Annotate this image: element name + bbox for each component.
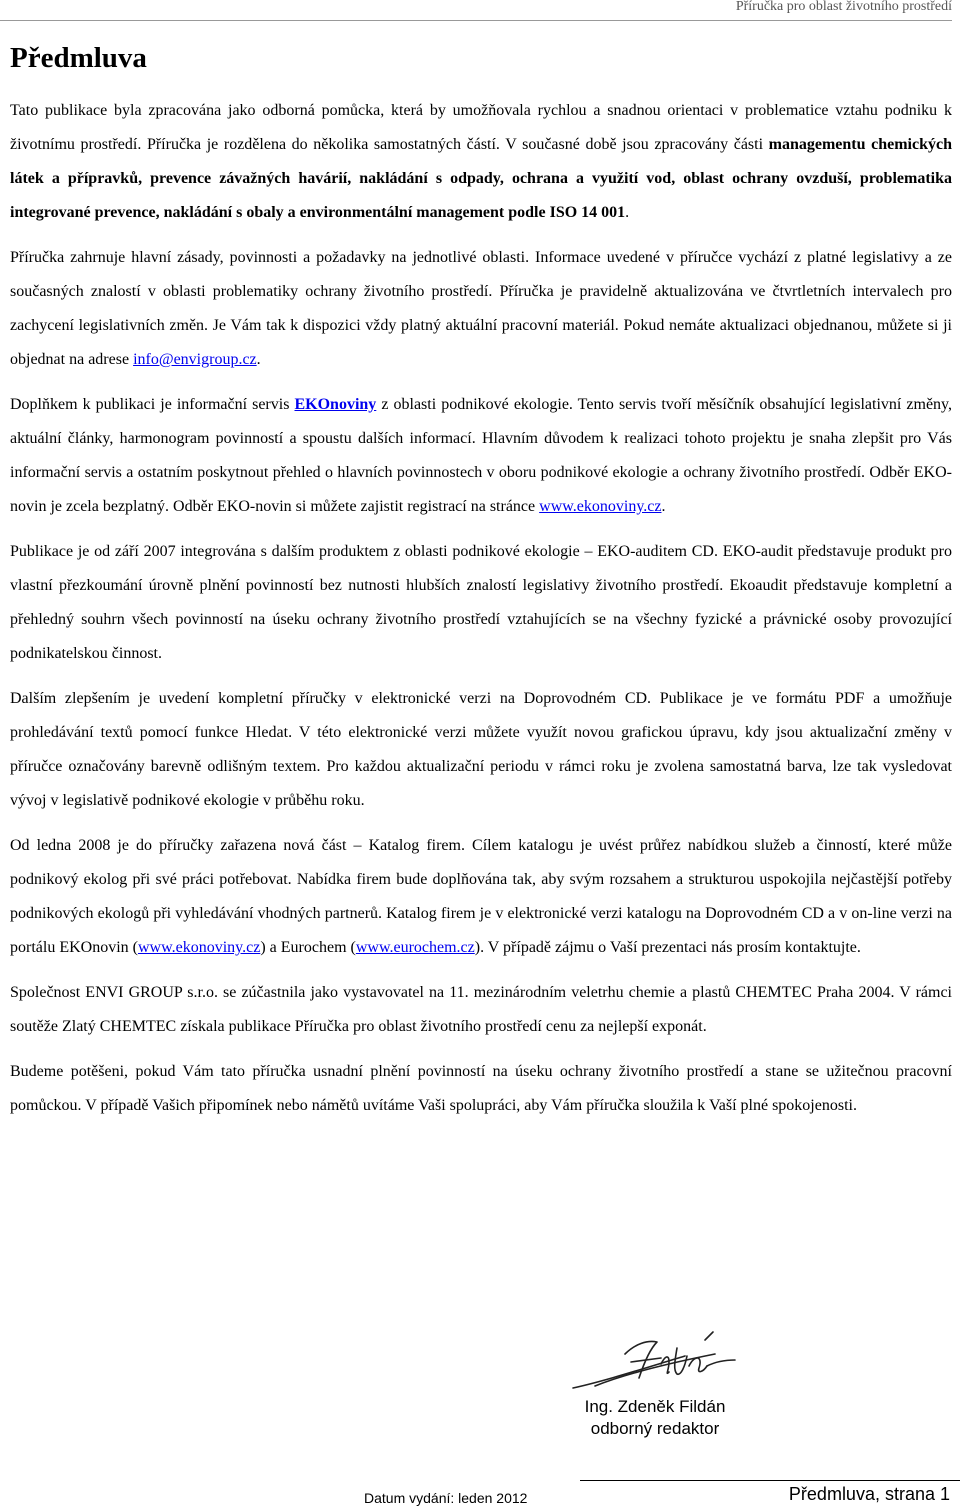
p2-text-1: Příručka zahrnuje hlavní zásady, povinnosti a požadavky na jednotlivé oblasti. Informace uvedené v příručce vychází z platné legislativy a ze současných znalostí v oblasti problematiky ochrany životního prostředí. Příručka je pravidelně aktualizována ve čtvrtletních intervalech pro zachycení legislativních změn. Je Vám tak k dispozici vždy platný aktuální pracovní materiál. Pokud nemáte aktualizaci objednanou, můžete si ji objednat na adrese bbox=[10, 249, 952, 368]
p1-text-2: . bbox=[625, 204, 630, 221]
p6-text-1: Od ledna 2008 je do příručky zařazena nová část – Katalog firem. Cílem katalogu je uvést průřez nabídkou služeb a činností, které může podnikový ekolog při své práci potřebovat. Nabídka firem bude doplňována tak, aby svým rozsahem a strukturou uspokojila nejčastější potřeby podnikových ekologů při vyhledávání vhodných partnerů. Katalog firem je v elektronické verzi katalogu na Doprovodném CD a v on-line verzi na portálu EKOnovin ( bbox=[10, 837, 952, 956]
paragraph-6 bbox=[10, 829, 952, 965]
paragraph-2 bbox=[10, 241, 952, 377]
p6-text-3: ). V případě zájmu o Vaší prezentaci nás prosím kontaktujte. bbox=[474, 939, 861, 956]
p2-text-2: . bbox=[256, 351, 261, 368]
ekonoviny-link-2[interactable]: www.ekonoviny.cz bbox=[137, 939, 261, 956]
signatory-name: Ing. Zdeněk Fildán bbox=[584, 1397, 726, 1416]
handwritten-signature-icon bbox=[565, 1326, 745, 1396]
p6-text-2: ) a Eurochem ( bbox=[260, 939, 356, 956]
paragraph-7: Společnost ENVI GROUP s.r.o. se zúčastnila jako vystavovatel na 11. mezinárodním veletrhu chemie a plastů CHEMTEC Praha 2004. V rámci soutěže Zlatý CHEMTEC získala publikace Příručka pro oblast životního prostředí cenu za nejlepší exponát. bbox=[10, 984, 952, 1035]
page-footer bbox=[0, 1480, 952, 1506]
paragraph-5: Dalším zlepšením je uvedení kompletní příručky v elektronické verzi na Doprovodném CD. Publikace je ve formátu PDF a umožňuje prohledávání textů pomocí funkce Hledat. V této elektronické verzi můžete využít novou grafickou úpravu, kdy jsou aktualizační změny v příručce označovány barevně odlišným textem. Pro každou aktualizační periodu v rámci roku je zvolena samostatná barva, lze tak vysledovat vývoj v legislativě podnikové ekologie v průběhu roku. bbox=[10, 690, 952, 809]
eurochem-link[interactable]: www.eurochem.cz bbox=[355, 939, 475, 956]
email-link[interactable]: info@envigroup.cz bbox=[133, 351, 257, 368]
ekonoviny-web-link[interactable]: www.ekonoviny.cz bbox=[539, 498, 662, 515]
paragraph-8: Budeme potěšeni, pokud Vám tato příručka usnadní plnění povinností na úseku ochrany životního prostředí a stane se užitečnou pracovní pomůckou. V případě Vašich připomínek nebo námětů uvítáme Vaši spolupráci, aby Vám příručka sloužila k Vaší plné spokojenosti. bbox=[10, 1063, 952, 1114]
paragraph-1 bbox=[10, 94, 952, 230]
p1-bold-topics: managementu chemických látek a přípravků, prevence závažných havárií, nakládání s odpady, ochrana a využití vod, oblast ochrany ovzduší, problematika integrované prevence, nakládání s obaly a environmentální management podle ISO 14 001 bbox=[10, 136, 952, 221]
footer-page-number: Předmluva, strana 1 bbox=[788, 1484, 950, 1504]
running-header bbox=[0, 0, 952, 21]
signatory-role: odborný redaktor bbox=[590, 1419, 720, 1438]
footer-date: Datum vydání: leden 2012 bbox=[364, 1490, 528, 1506]
ekonoviny-service-link[interactable]: EKOnoviny bbox=[294, 396, 377, 413]
p3-text-2: z oblasti podnikové ekologie. Tento servis tvoří měsíčník obsahující legislativní změny, aktuální články, harmonogram povinností a spoustu dalších informací. Hlavním důvodem k realizaci tohoto projektu je snaha zlepšit pro Vás informační servis a ostatním poskytnout přehled o hlavních povinnostech v oboru podnikové ekologie a ochrany životního prostředí. Odběr EKO-novin je zcela bezplatný. Odběr EKO-novin si můžete zajistit registrací na stránce bbox=[10, 396, 953, 515]
p1-text-1: Tato publikace byla zpracována jako odborná pomůcka, která by umožňovala rychlou a snadnou orientaci v problematice vztahu podniku k životnímu prostředí. Příručka je rozdělena do několika samostatných částí. V současné době jsou zpracovány části bbox=[10, 102, 952, 153]
running-title: Příručka pro oblast životního prostředí bbox=[735, 0, 952, 14]
paragraph-3 bbox=[10, 388, 952, 524]
body-text bbox=[10, 94, 952, 1134]
page-title: Předmluva bbox=[10, 42, 147, 74]
paragraph-4: Publikace je od září 2007 integrována s dalším produktem z oblasti podnikové ekologie – EKO-auditem CD. EKO-audit představuje produkt pro vlastní přezkoumání úrovně plnění povinností bez nutnosti hlubších znalostí legislativy životního prostředí. Ekoaudit představuje kompletní a přehledný souhrn všech povinností na úseku ochrany životního prostředí vztahujících se na všechny fyzické a právnické osoby provozující podnikatelskou činnost. bbox=[10, 543, 952, 662]
signature-block bbox=[560, 1326, 750, 1440]
p3-text-3: . bbox=[661, 498, 666, 515]
p3-text-1: Doplňkem k publikaci je informační servis bbox=[10, 396, 295, 413]
